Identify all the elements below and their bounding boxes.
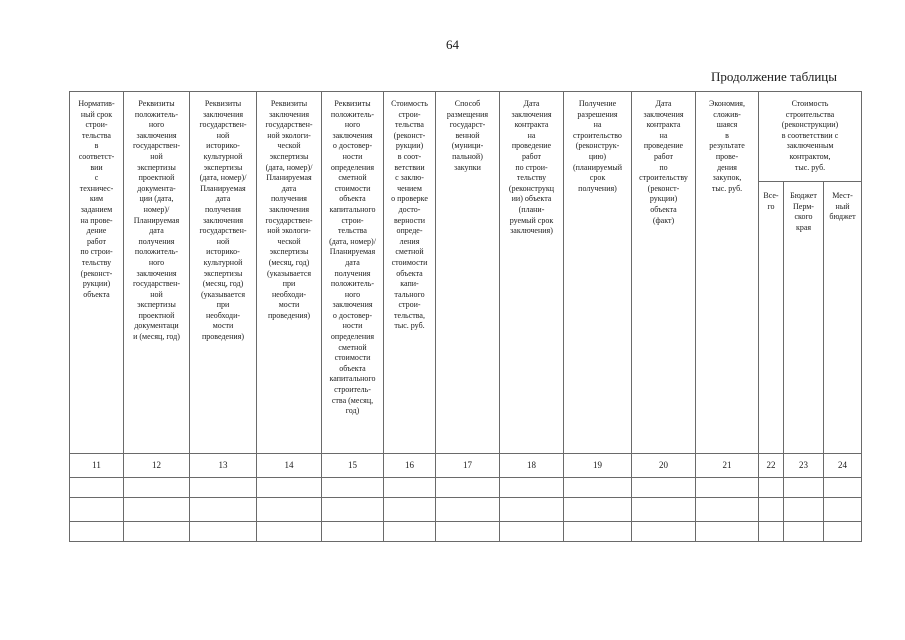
column-number: 19 (593, 460, 602, 470)
number-row-bottom-border (69, 477, 862, 478)
header-contract-date-fact: Дата заключения контракта на проведение работ по строительству (реконст- рукции) объекта (факт) (639, 99, 688, 225)
data-row-border (69, 497, 862, 498)
column-border (861, 91, 862, 542)
column-number: 17 (463, 460, 472, 470)
table-continuation-label: Продолжение таблицы (711, 69, 837, 84)
column-number: 18 (527, 460, 536, 470)
column-number: 11 (92, 460, 101, 470)
subheader-local-budget: Мест- ный бюджет (829, 191, 856, 222)
table-top-border (69, 91, 862, 92)
column-border (783, 181, 784, 542)
header-contract-date-planned: Дата заключения контракта на проведение работ по строи- тельству (реконструкц ии) объекта (плани- руемый срок заключения) (508, 99, 555, 236)
header-ecological-expertise: Реквизиты заключения государствен- ной экологи- ческой экспертизы (дата, номер)/ Планируемая дата получения заключения государствен- ной экологи- ческой экспертизы (месяц, год) (указывается при необходи- мости проведения) (265, 99, 313, 320)
header-historical-expertise: Реквизиты заключения государствен- ной историко- культурной экспертизы (дата, номер)/ Планируемая дата получения заключения государствен- ной историко- культурной экспертизы (месяц, год) (указывается при необходи- мости проведения) (199, 99, 247, 342)
header-design-expertise: Реквизиты положитель- ного заключения государствен- ной экспертизы проектной документа- ции (дата, номер)/ Планируемая дата получения положитель- ного заключения государствен- ной экспертизы проектной документаци и (месяц, год) (132, 99, 181, 342)
header-cost-reliability: Реквизиты положитель- ного заключения о достовер- ности определения сметной стоимости объекта капитального строи- тельства (дата, номер)/ Планируемая дата получения положитель- ного заключения о достовер- ности определения сметной стоимости объекта капитального строитель- ства (месяц, год) (329, 99, 376, 416)
column-number: 15 (348, 460, 357, 470)
header-construction-term: Норматив- ный срок строи- тельства в соответст- вии с техничес- ким заданием на прове- дение работ по строи- тельству (реконст- рукции) объекта (78, 99, 115, 299)
header-contract-cost: Стоимость строительства (реконструкции) в соответствии с заключенным контрактом, тыс. руб. (781, 99, 839, 172)
column-border (823, 181, 824, 542)
column-number: 21 (722, 460, 732, 470)
subheader-regional-budget: Бюджет Перм- ского края (790, 191, 817, 232)
column-number: 16 (405, 460, 414, 470)
page-number: 64 (446, 37, 459, 52)
column-number: 22 (766, 460, 776, 470)
header-bottom-border (69, 453, 862, 454)
header-savings: Экономия, сложив- шаяся в результате прове- дения закупок, тыс. руб. (709, 99, 745, 193)
header-procurement-method: Способ размещения государст- венной (муници- пальной) закупки (446, 99, 489, 172)
column-number: 20 (659, 460, 668, 470)
column-number: 13 (218, 460, 228, 470)
data-table (69, 91, 862, 542)
header-construction-cost: Стоимость строи- тельства (реконст- рукции) в соот- ветствии с заклю- чением о проверке досто- верности опреде- ления сметной стоимости объекта капи- тального строи- тельства, тыс. руб. (391, 99, 428, 331)
header-building-permit: Получение разрешения на строительство (реконструк- цию) (планируемый срок получения) (572, 99, 623, 193)
column-number: 14 (284, 460, 294, 470)
merged-header-divider (758, 181, 862, 182)
column-number: 12 (152, 460, 161, 470)
data-row-border (69, 521, 862, 522)
table-bottom-border (69, 541, 862, 542)
subheader-total: Все- го (763, 191, 779, 211)
column-number: 23 (799, 460, 808, 470)
column-number: 24 (838, 460, 847, 470)
